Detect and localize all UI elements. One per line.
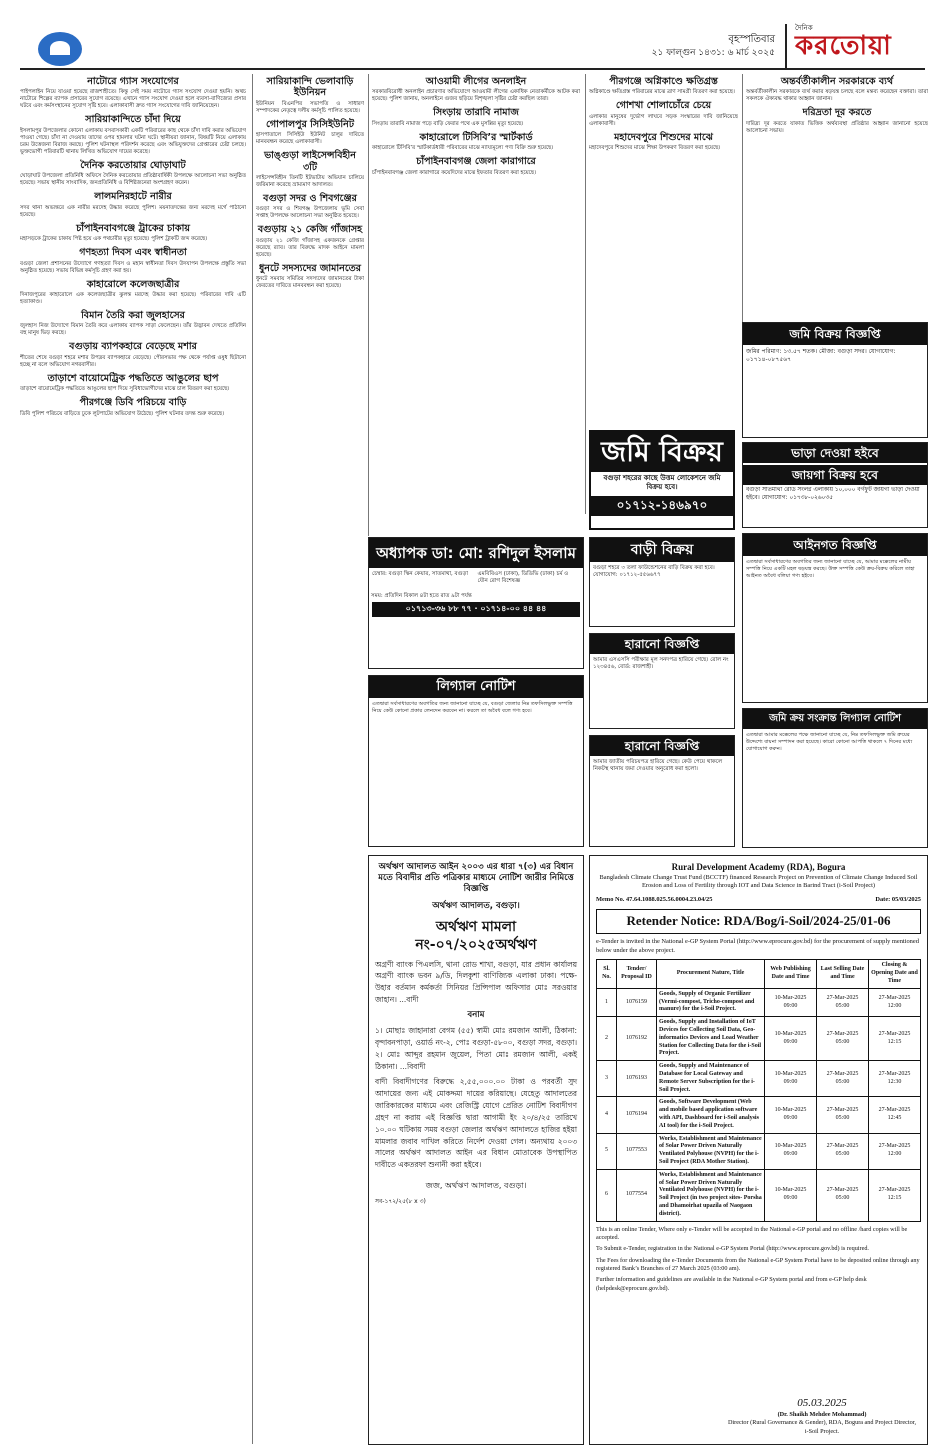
day-label: বৃহস্পতিবার [728,34,775,45]
cell: 4 [597,1097,617,1133]
story-body: ইসলামপুর উপজেলার কোনো এলাকায় বসবাসকারী একটি পরিবারের কাছ থেকে চাঁদা দাবি করার অভিযোগ পাওয়া গেছে। চাঁদা না দেওয়ায় তাদের ওপর হামলার ঘটনা ঘটে। স্থানীয়রা জানান, বিষয়টি নিয়ে এলাকায় চরম উত্তেজনা বিরাজ করছে। পুলিশ ঘটনাস্থল পরিদর্শন করেছে এবং অভিযুক্তদের গ্রেপ্তারের চেষ্টা চলছে। ভুক্তভোগী পরিবারটি থানায় লিখিত অভিযোগ দায়ের করেছে। [20,127,246,155]
chamber-info: চেম্বার: বগুড়া স্কিন কেয়ার, সাতমাথা, বগুড়া [372,571,468,577]
cell: 3 [597,1061,617,1097]
ad-body: বগুড়া সাতমাথা রোড সংলগ্ন এলাকায় ১০,০০০ বর্গফুট জায়গা ভাড়া দেওয়া হইবে। যোগাযোগ: ০১৭৩৮-০২৬০৩৫ [746,487,920,501]
ad-title: জমি ক্রয় সংক্রান্ত লিগ্যাল নোটিশ [743,709,927,729]
cell: Works, Establishment and Maintenance of Solar Power Driven Naturally Ventilated Polyhouse (NVPH) for the i-Soil Project (in two project sites- Porsha and Dhamoirhat upazila of Naogaon district). [657,1169,765,1221]
lost-notice [589,735,735,847]
news-story [256,193,364,220]
memo-number: Memo No. 47.64.1088.025.56.0004.23.04/25 [596,895,713,903]
headline: দরিদ্রতা দূর করতে [802,107,872,119]
ad-title: ভাড়া দেওয়া হইবে [743,443,927,463]
headline: মহাদেবপুরে শিশুদের মাঝে [614,131,713,143]
headline: তাড়াশে বায়োমেট্রিক পদ্ধতিতে আঙুলের ছাপ [47,372,219,384]
news-story [20,310,246,337]
story-body: ইউনিয়ন বিএনপির সভাপতি ও সাধারণ সম্পাদকের নেতৃত্বে দলীয় কর্মসূচি পালিত হয়েছে। [256,100,364,114]
land-sale-notice [742,322,928,438]
headline: কাহারোলে কলেজছাত্রীর [86,278,180,290]
court-notice-heading: অর্থঋণ আদালত আইন ২০০৩ এর ধারা ৭(৩) এর বিধান মতে বিবাদীর প্রতি পত্রিকার মাধ্যমে নোটিশ জারীর নিমিত্তে বিজ্ঞপ্তি [378,862,574,895]
column-1 [20,74,246,1444]
news-story [372,156,580,176]
memo-date: Date: 05/03/2025 [875,895,921,903]
headline: সারিয়াকান্দি ভেলাবাড়ি ইউনিয়ন [266,76,354,99]
headline: অন্তর্বর্তীকালীন সরকারকে ব্যর্থ [780,76,894,87]
story-body: দারিদ্র্য দূর করতে যাকাত ভিত্তিক অর্থব্যবস্থা প্রতিষ্ঠার আহ্বান জানানো হয়েছে আলোচনা সভায়। [746,120,928,134]
ad-title: লিগ্যাল নোটিশ [369,676,583,698]
cell: 10-Mar-2025 09:00 [765,1061,817,1097]
doctor-ad [368,537,584,669]
news-story [589,100,738,127]
ad-title: আইনগত বিজ্ঞপ্তি [743,534,927,556]
ad-body: বগুড়া শহরে ৩ তলা ফাউন্ডেশনের বাড়ি বিক্রয় করা হবে। যোগাযোগ: ০১৭১২-৫৫৬৬৭৭ [593,565,715,579]
news-story [20,223,246,243]
case-number: অর্থঋণ মামলা নং-০৭/২০২৫অর্থঋণ [415,919,537,954]
cell: 27-Mar-2025 05:00 [817,1097,869,1133]
headline: বগুড়া সদর ও শিবগঞ্জের [263,193,357,205]
column-header: Sl. No. [597,960,617,988]
note: This is an online Tender, Where only e-Tender will be accepted in the National e-GP portal and no offline /hard copies will be accepted. [596,1225,908,1241]
ad-body [369,568,583,588]
serial-phone: ০১৭১৩-৩৬ ৮৮ ৭৭ · ০১৭১৪-০০ ৪৪ ৪৪ [372,602,580,616]
cell: 5 [597,1133,617,1169]
story-body: পাইপলাইন নিয়ে যাওয়া হয়েছে রাজশাহীতে। কিন্তু সেই সময় নাটোরে গ্যাস সংযোগ দেওয়া হয়নি। অথচ নাটোরে শিল্পের ব্যাপক প্রসারের সুযোগ রয়েছে। এখানে গ্যাস সংযোগ দেওয়া হলে ব্যবসা-বাণিজ্যের প্রসার ঘটবে এবং কর্মসংস্থানের সুযোগ সৃষ্টি হবে। এলাকাবাসী দ্রুত গ্যাস সংযোগের দাবি জানিয়েছেন। [20,89,246,110]
story-body: ধুনটে সমবায় সমিতির সদস্যদের জামানতের টাকা ফেরতের দাবিতে মানববন্ধন করা হয়েছে। [256,276,364,290]
ad-title: হারানো বিজ্ঞপ্তি [590,736,734,756]
plaintiff-text: অগ্রণী ব্যাংক পিএলসি, থানা রোড শাখা, বগুড়া, যার প্রধান কার্যালয় অগ্রণী ব্যাংক ভবন ৯/ডি, দিলকুশা বাণিজ্যিক এলাকা ঢাকা। পক্ষে- উহার বর্তমান কর্মকর্তা সিনিয়র প্রিন্সিপাল অফিসার মোঃ সরওয়ার জাহান। ...বাদী [375,959,577,1005]
cell: 1076194 [617,1097,657,1133]
judge-signature: জজ, অর্থঋণ আদালত, বগুড়া। [425,1181,527,1191]
headline: গোশখা শোলাচোঁরে চেয়ে [615,100,712,112]
ad-title: জমি বিক্রয় [591,432,733,472]
cell: 1076193 [617,1061,657,1097]
masthead [20,8,925,70]
table-row [597,1169,921,1221]
brand [785,24,925,68]
law-notice [742,533,928,703]
cell: 1 [597,988,617,1016]
retender-title: Retender Notice: RDA/Bog/i-Soil/2024-25/01-06 [596,909,921,934]
note: To Submit e-Tender, registration in the National e-GP System Portal (http://www.eprocure.gov.bd) is required. [596,1245,869,1253]
cell: Goods, Supply of Organic Fertilizer (Vermi-compost, Tricho-compost and manure) for the i-Soil Project. [657,988,765,1016]
headline: কাহারোলে টিসিবি’র স্মার্টকার্ড [419,131,533,143]
memo-line [596,896,921,904]
defendant-text: ১। মোছাঃ জাহানারা বেগম (৫৫) স্বামী মোঃ রমজান আলী, ঠিকানা: বৃন্দাবনপাড়া, ওয়ার্ড নং-২, পোঃ বগুড়া-৫৮০০, বগুড়া সদর, বগুড়া। ২। মোঃ আব্দুর রহমান জুয়েল, পিতা মোঃ রমজান আলী, একই ঠিকানা। ...বিবাদী [375,1025,577,1071]
headline: বগুড়ায় ব্যাপকহারে বেড়েছে মশার [69,341,197,353]
column-header: Closing & Opening Date and Time [869,960,921,988]
rent-ad [742,442,928,528]
headline: পীরগঞ্জে অগ্নিকাণ্ডে ক্ষতিগ্রস্ত [609,76,718,87]
story-body: বগুড়ায় ২১ কেজি গাঁজাসহ একজনকে গ্রেপ্তার করেছে র‍্যাব। তার বিরুদ্ধে মাদক আইনে মামলা হয়েছে। [256,237,364,258]
cell: 27-Mar-2025 12:45 [869,1097,921,1133]
land-purchase-legal-notice [742,708,928,848]
news-story [746,76,928,103]
brand-name: করতোয়া [795,31,892,62]
cell: 1076192 [617,1017,657,1061]
signatory-name: (Dr. Shaikh Mehdee Mohammad) [777,1410,867,1418]
ad-title: বাড়ী বিক্রয় [590,538,734,562]
brand-small: দৈনিক [795,24,813,32]
table-row [597,1097,921,1133]
story-body: কাহারোলে টিসিবি’র স্মার্টকার্ডধারী পরিবারের মাঝে ন্যায্যমূল্যে পণ্য বিক্রি শুরু হয়েছে। [372,145,554,152]
news-story [20,397,246,417]
table-row [597,1017,921,1061]
ad-body: এতদ্বারা সর্বসাধারণের অবগতির জন্য জানানো যাচ্ছে যে, বগুড়া জেলার নিম্ন তফসিলভুক্ত সম্পত্তি নিয়ে কেউ কোনো প্রকার লেনদেন করবেন না। করলে তা অবৈধ বলে গণ্য হবে। [372,701,573,714]
project-description: Bangladesh Climate Change Trust Fund (BCCTF) financed Research Project on Prevention of Climate Change Induced Soil Erosion and Loss of Fertility through IOT and Data Science in Barind Tract (i-Soil Project) [599,873,918,890]
column-header: Last Selling Date and Time [817,960,869,988]
table-row [597,988,921,1016]
cell: 6 [597,1169,617,1221]
reference-number: সব-১৭২/২৫(৮ x ৩) [375,1197,426,1205]
news-story [20,373,246,393]
tender-table [596,959,921,1221]
qualification-info: এমবিবিএস (ঢাকা), ডিডিভি (ঢাকা) চর্ম ও যৌন রোগ বিশেষজ্ঞ [477,571,569,585]
dateline [652,32,775,61]
news-story [20,191,246,218]
org-name: Rural Development Academy (RDA), Bogura [671,862,846,872]
ad-body: এতদ্বারা সর্বসাধারণের অবগতির জন্য জানানো যাচ্ছে যে, আমার মক্কেলের নামীয় সম্পত্তি নিয়ে একটি মহল ষড়যন্ত্র করছে। উক্ত সম্পত্তি কেউ ক্রয়-বিক্রয় করিলে তাহা আইনত অবৈধ বলিয়া গণ্য হইবে। [746,559,915,579]
news-story [20,247,246,274]
table-header-row [597,960,921,988]
column-header: Procurement Nature, Title [657,960,765,988]
cell: 27-Mar-2025 12:00 [869,1133,921,1169]
headline: গণহত্যা দিবস এবং স্বাধীনতা [79,247,187,259]
story-body: হাসপাতালে সিসিইউ ইউনিট চালুর দাবিতে মানববন্ধন করেছে এলাকাবাসী। [256,132,364,146]
story-body: শীতের শেষে বগুড়া শহরে মশার উপদ্রব ব্যাপকহারে বেড়েছে। পৌরসভার পক্ষ থেকে পর্যাপ্ত ওষুধ ছিটানো হচ্ছে না বলে অভিযোগ নগরবাসীর। [20,354,246,368]
story-body: ডিবি পুলিশ পরিচয়ে বাড়িতে ঢুকে লুটপাটের অভিযোগ উঠেছে। পুলিশ ঘটনার তদন্ত শুরু করেছে। [20,410,225,417]
ad-title: হারানো বিজ্ঞপ্তি [590,634,734,654]
story-body: চাঁপাইনবাবগঞ্জ জেলা কারাগারে কয়েদিদের মাঝে ইফতার বিতরণ করা হয়েছে। [372,169,537,176]
tender-notes [596,1226,921,1294]
headline: গোপালপুর সিসিইউনিট [266,118,354,130]
cell: 27-Mar-2025 12:30 [869,1061,921,1097]
ad-body: বগুড়া শহরের কাছে উত্তম লোকেশনে জমি বিক্রয় হবে। [603,474,721,492]
lost-notice [589,633,735,729]
news-story [20,76,246,110]
headline: নাটোরে গ্যাস সংযোগের [87,76,179,87]
cell: 27-Mar-2025 05:00 [817,1017,869,1061]
column-3 [368,74,580,536]
ad-body: আমার এসএসসি পরীক্ষার মূল সনদপত্র হারিয়ে গেছে। রোল নং ১২৩৪৫৬, বোর্ড: রাজশাহী। [593,657,729,671]
cell: 27-Mar-2025 12:15 [869,1017,921,1061]
news-story [20,160,246,187]
notice-text: বাদী বিবাদীগণের বিরুদ্ধে ২,৫৫,০০০.০০ টাকা ও পরবর্তী সুদ আদায়ের জন্য এই মোকদ্দমা দায়ের করিয়াছে। যেহেতু আদালতের জারিকারকের মাধ্যমে এবং রেজিস্ট্রি যোগে প্রেরিত নোটিশ বিবাদীগণ গ্রহণ না করায় এই বিজ্ঞপ্তি দ্বারা আগামী ইং ২০/৪/২৫ তারিখে ১০.০০ ঘটিকায় সময় বগুড়া জেলার অর্থঋণ আদালতে হাজির হইয়া মামলার জবাব দাখিল করিতে নির্দেশ দেওয়া গেল। অন্যথায় ২০০৩ সালের অর্থঋণ আদালত আইন এর বিধান মোতাবেক উপস্থাপিত দাবীতে একতরফা শুনানী করা হইবে। [375,1077,577,1170]
date-label: ২১ ফাল্গুন ১৪৩১: ৬ মার্চ ২০২৫ [651,48,775,58]
cell: 27-Mar-2025 12:00 [869,988,921,1016]
news-story [256,224,364,258]
news-story [372,132,580,152]
news-story [589,132,738,152]
news-story [256,76,364,115]
versus-label: বনাম [467,1009,485,1020]
cell: Goods, Supply and Maintenance of Database for Local Gateway and Remote Server Subscription for the i-Soil Project. [657,1061,765,1097]
story-body: মহাসড়কে ট্রাকের চাকায় পিষ্ট হয়ে এক পথচারীর মৃত্যু হয়েছে। পুলিশ ট্রাকটি জব্দ করেছে। [20,236,208,243]
headline: সারিয়াকান্দিতে চাঁদা দিয়ে [85,114,181,126]
cell: Goods, Software Development (Web and mobile based application software with API, Dashboard for i-Soil analysis AI tool) for the i-Soil Project. [657,1097,765,1133]
schedule-info: সময়: প্রতিদিন বিকাল ৪টা হতে রাত ৯টা পর্যন্ত [371,593,472,600]
story-body: মহাদেবপুরে শিশুদের মাঝে শিক্ষা উপকরণ বিতরণ করা হয়েছে। [589,145,721,152]
story-body: দিনাজপুরের কাহারোলে এক কলেজছাত্রীর ঝুলন্ত মরদেহ উদ্ধার করা হয়েছে। পরিবারের দাবি এটি হত্যাকাণ্ড। [20,291,246,305]
cell: Works, Establishment and Maintenance of Solar Power Driven Naturally Ventilated Polyhouse (NVPH) for the i-Soil Project (RDA Mother Station). [657,1133,765,1169]
cell: Goods, Supply and Installation of IoT Devices for Collecting Soil Data, Geo-informatics Devices and Load Weather Station for Collecting Data for the i-Soil Project. [657,1017,765,1061]
director-signature [727,1396,917,1436]
story-body: অগ্নিকাণ্ডে ক্ষতিগ্রস্ত পরিবারের মাঝে ত্রাণ সামগ্রী বিতরণ করা হয়েছে। [589,89,735,96]
legal-notice [368,675,584,847]
news-story [256,263,364,290]
news-story [20,114,246,155]
land-sale-ad [589,430,735,530]
headline: ভাঙ্গুড়া লাইসেন্সবিহীন ৩টি [264,150,356,173]
headline: বিমান তৈরি করা জুলহাসের [81,309,185,321]
cell: 10-Mar-2025 09:00 [765,1133,817,1169]
headline: সিংড়ায় তারাবি নামাজ [433,107,519,119]
story-body: বগুড়া জেলা প্রশাসনের উদ্যোগে গণহত্যা দিবস ও মহান স্বাধীনতা দিবস উদযাপন উপলক্ষে প্রস্তুতি সভা অনুষ্ঠিত হয়েছে। সভায় বিভিন্ন কর্মসূচি গ্রহণ করা হয়। [20,260,246,274]
news-story [746,107,928,134]
cell: 27-Mar-2025 12:15 [869,1169,921,1221]
cell: 1077553 [617,1133,657,1169]
rda-tender-notice [589,855,928,1445]
cell: 10-Mar-2025 09:00 [765,1017,817,1061]
column-2 [252,74,364,1444]
headline: লালমনিরহাটে নারীর [94,191,172,203]
headline: ধুনটে সদস্যদের জামানতের [258,262,362,274]
cell: 27-Mar-2025 05:00 [817,988,869,1016]
story-body: সিংড়ায় তারাবি নামাজ পড়ে বাড়ি ফেরার পথে এক মুসল্লির মৃত্যু হয়েছে। [372,120,524,127]
cell: 1077554 [617,1169,657,1221]
page-logo-icon [38,32,82,66]
ad-body: আমার জাতীয় পরিচয়পত্র হারিয়ে গেছে। কেউ পেয়ে থাকলে নিকটস্থ থানায় জমা দেওয়ার অনুরোধ করা হলো। [593,759,723,773]
column-header: Tender/ Proposal ID [617,960,657,988]
column-header: Web Publishing Date and Time [765,960,817,988]
story-body: লাইসেন্সবিহীন তিনটি ইটভাটায় অভিযান চালিয়ে জরিমানা করেছে ভ্রাম্যমাণ আদালত। [256,175,364,189]
signatory-title: Director (Rural Governance & Gender), RDA, Bogura and Project Director, i-Soil Project. [727,1419,917,1435]
cell: 2 [597,1017,617,1061]
ad-body: এতদ্বারা আমার মক্কেলের পক্ষে জানানো যাচ্ছে যে, নিম্ন তফসিলভুক্ত জমি ক্রয়ের উদ্দেশ্যে বায়না সম্পাদন করা হয়েছে। কারো কোনো আপত্তি থাকলে ৭ দিনের মধ্যে যোগাযোগ করুন। [746,732,913,752]
headline: পীরগঞ্জে ডিবি পরিচয়ে বাড়ি [79,397,187,409]
ad-body: জমির পরিমাণ: ১৩.৫৭ শতক। মৌজা: বগুড়া সদর। যোগাযোগ: ০১৭১৪-০৮৭৫৬৭ [746,348,896,363]
story-body: ঘোড়াঘাট উপজেলা প্রতিনিধি অফিসে দৈনিক করতোয়ার প্রতিষ্ঠাবার্ষিকী উপলক্ষে আলোচনা সভা অনুষ্ঠিত হয়েছে। সভায় স্থানীয় সাংবাদিক, জনপ্রতিনিধি ও বিশিষ্টজনেরা অংশগ্রহণ করেন। [20,173,246,187]
ad-title: জমি বিক্রয় বিজ্ঞপ্তি [743,323,927,345]
ad-title: অধ্যাপক ডা: মো: রশিদুল ইসলাম [369,538,583,568]
court-name: অর্থঋণ আদালত, বগুড়া। [432,901,520,912]
cell: 10-Mar-2025 09:00 [765,1169,817,1221]
house-sale-ad [589,537,735,627]
table-row [597,1133,921,1169]
note: The Fees for downloading the e-Tender Documents from the National e-GP System Portal have to be deposited online through any registered Bank’s Branches of 27 March 2025 (03:00 am). [596,1256,920,1273]
table-row [597,1061,921,1097]
cell: 10-Mar-2025 09:00 [765,988,817,1016]
court-notice [368,855,584,1445]
headline: চাঁপাইনবাবগঞ্জে ট্রাকের চাকায় [76,222,190,234]
news-story [256,119,364,146]
news-story [20,341,246,368]
news-story [256,150,364,189]
story-body: বগুড়া সদর ও শিবগঞ্জ উপজেলায় ভূমি সেবা সপ্তাহ উপলক্ষে আলোচনা সভা অনুষ্ঠিত হয়েছে। [256,206,364,220]
tender-intro: e-Tender is invited in the National e-GP System Portal (http://www.eprocure.gov.bd) for the procurement of supply mentioned below under the above project. [596,938,919,954]
news-story [589,76,738,96]
note: Further information and guidelines are available in the National e-GP System portal and from e-GP help desk (helpdesk@eprocure.gov.bd). [596,1276,867,1292]
story-body: জুলহাস নিজ উদ্যোগে বিমান তৈরি করে এলাকায় ব্যাপক সাড়া ফেলেছেন। তাঁর উদ্ভাবন দেখতে প্রতিদিন বহু মানুষ ভিড় করছে। [20,323,246,337]
headline: দৈনিক করতোয়ার ঘোড়াঘাট [80,159,186,171]
headline: চাঁপাইনবাবগঞ্জ জেলা কারাগারে [416,156,536,168]
story-body: এলাকার মানুষের দুর্ভোগ লাঘবে সড়ক সংস্কারের দাবি জানিয়েছে এলাকাবাসী। [589,113,738,127]
story-body: তাড়াশে বায়োমেট্রিক পদ্ধতিতে আঙুলের ছাপ দিয়ে সুবিধাভোগীদের মাঝে চাল বিতরণ করা হয়েছে। [20,386,230,393]
news-story [372,76,580,103]
ad-phone: ০১৭১২-১৪৬৯৭০ [591,496,733,516]
cell: 27-Mar-2025 05:00 [817,1133,869,1169]
headline: আওয়ামী লীগের অনলাইন [425,76,527,87]
cell: 27-Mar-2025 05:00 [817,1061,869,1097]
cell: 10-Mar-2025 09:00 [765,1097,817,1133]
signature-date: 05.03.2025 [797,1397,847,1410]
ad-subtitle: জায়গা বিক্রয় হবে [743,465,927,485]
news-story [20,279,246,306]
news-story [372,107,580,127]
cell: 1076159 [617,988,657,1016]
story-body: অন্তর্বর্তীকালীন সরকারকে ব্যর্থ করার ষড়যন্ত্র চলছে বলে মন্তব্য করেছেন বক্তারা। তারা সকলকে ঐক্যবদ্ধ থাকার আহ্বান জানান। [746,89,928,103]
story-body: সদর থানা অভ্যন্তরে এক নারীর মরদেহ উদ্ধার করেছে পুলিশ। ময়নাতদন্তের জন্য মরদেহ মর্গে পাঠানো হয়েছে। [20,204,246,218]
story-body: সরকারবিরোধী অনলাইন প্রচারণার অভিযোগে আওয়ামী লীগের একাধিক নেতাকর্মীকে আটক করা হয়েছে। পুলিশ জানায়, অনলাইনে গুজব ছড়িয়ে বিশৃঙ্খলা সৃষ্টির চেষ্টা করছিল তারা। [372,89,580,103]
headline: বগুড়ায় ২১ কেজি গাঁজাসহ [257,224,363,236]
cell: 27-Mar-2025 05:00 [817,1169,869,1221]
